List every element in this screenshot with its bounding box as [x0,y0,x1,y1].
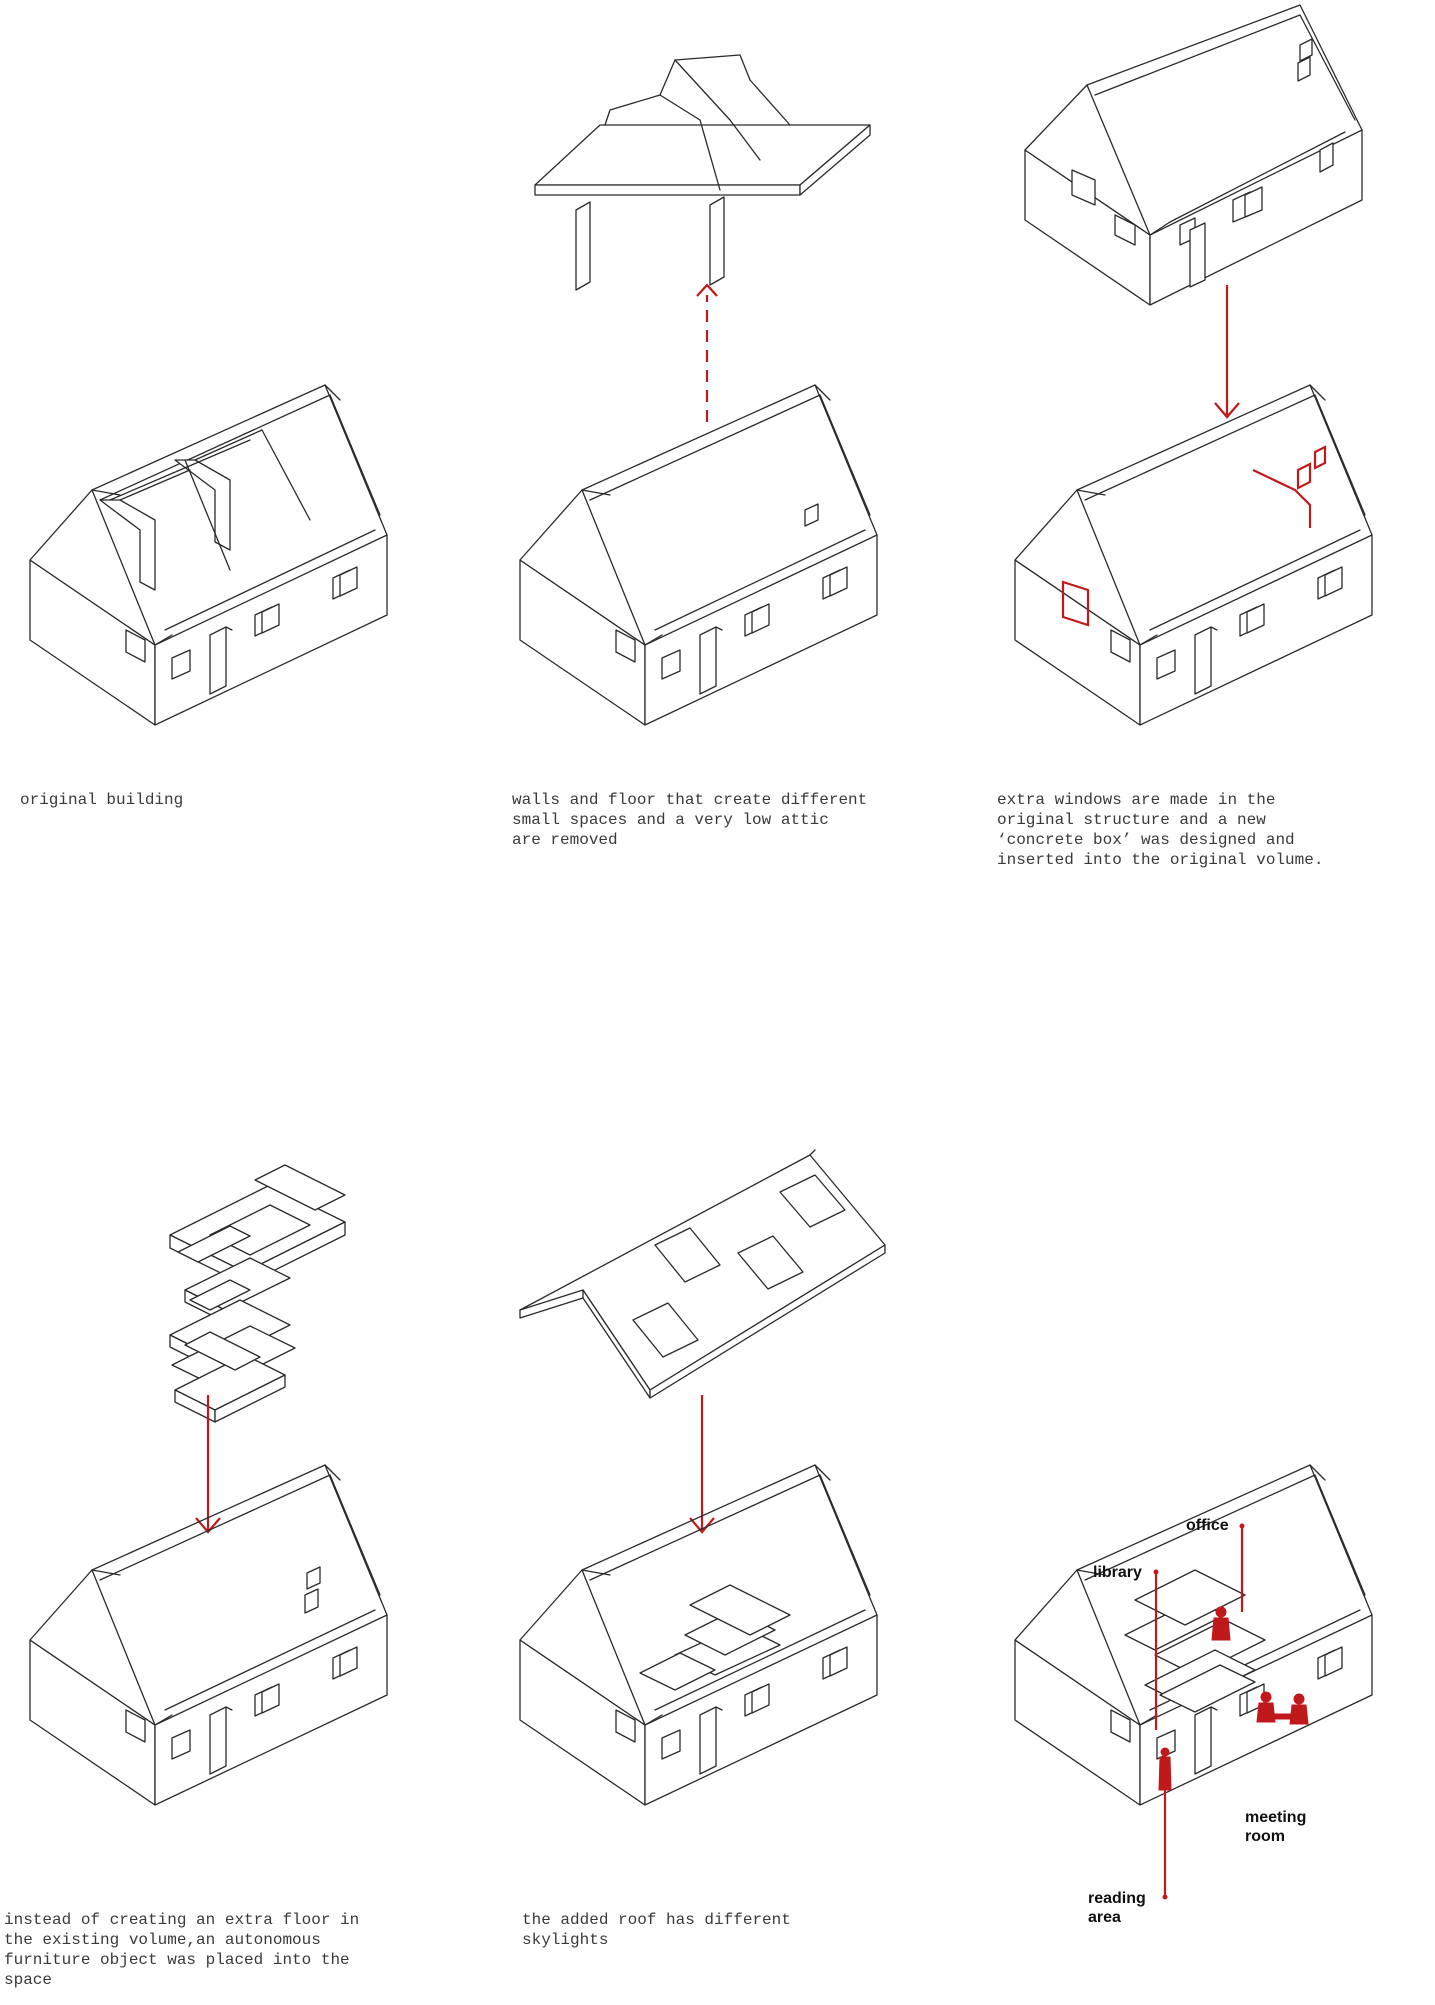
caption-added-roof: the added roof has different skylights [522,1911,791,1949]
label-reading-area: reading area [1088,1890,1146,1926]
house-with-furniture [520,1465,877,1805]
house-walls-removed [520,385,877,725]
caption-furniture-object: instead of creating an extra floor in the existing volume,an autonomous furniture object was placed into the space [4,1911,360,1989]
house-original [30,385,387,725]
furniture-object [170,1165,345,1422]
label-library: library [1093,1564,1142,1581]
concrete-box [1025,5,1362,305]
house-new-windows [1015,385,1372,725]
label-meeting-room: meeting room [1245,1809,1307,1845]
caption-extra-windows: extra windows are made in the original structure and a new ‘concrete box’ was designed and inserted into the original volume. [997,791,1324,869]
caption-original-building: original building [20,791,184,809]
roof-skylights [520,1150,885,1398]
removed-floor [535,55,870,290]
caption-walls-removed: walls and floor that create different small spaces and a very low attic are removed [512,791,868,849]
label-office: office [1186,1517,1229,1534]
